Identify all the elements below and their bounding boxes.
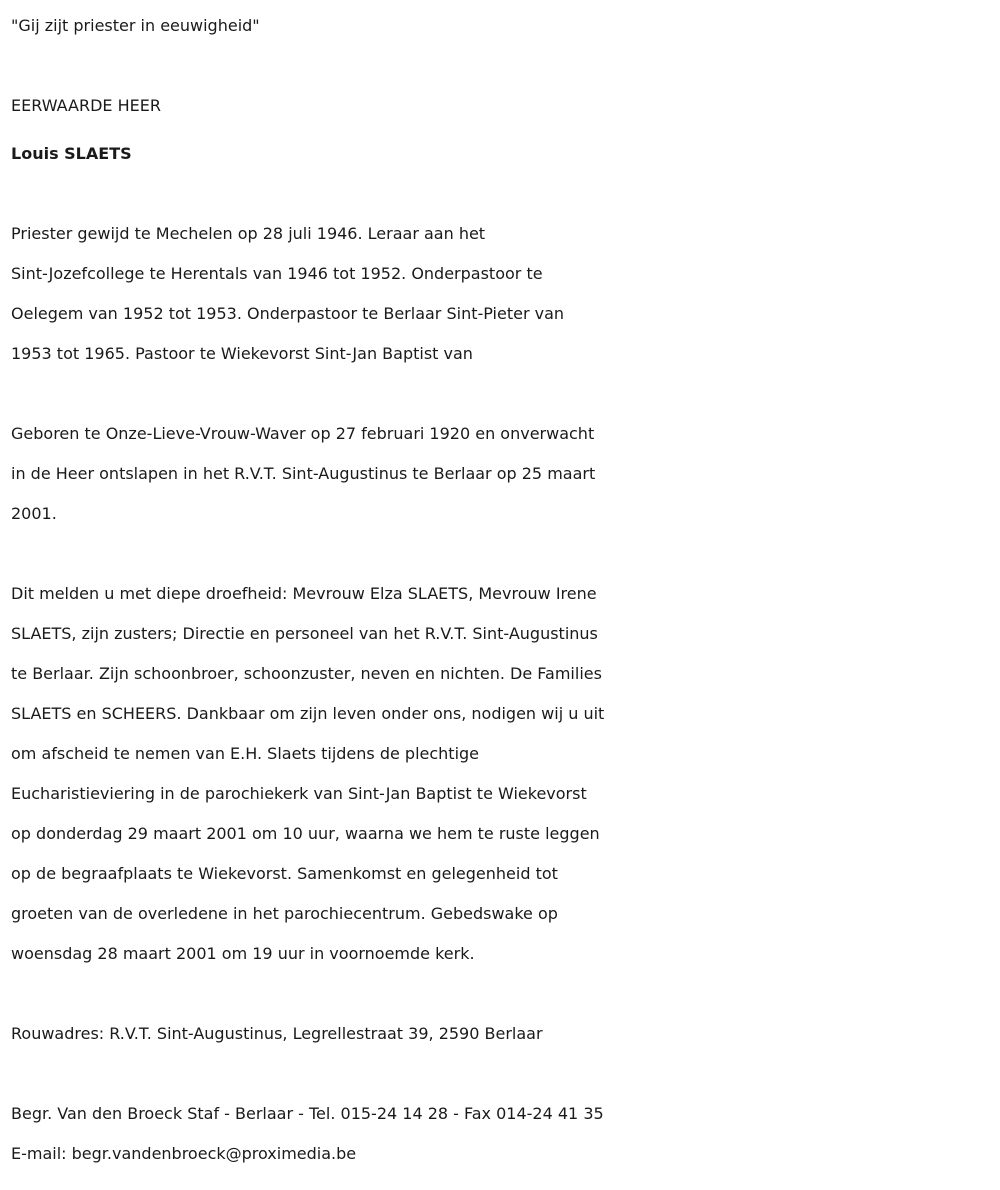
obituary-document [11, 6, 991, 1174]
announcement-line: om afscheid te nemen van E.H. Slaets tijdens de plechtige [11, 744, 480, 763]
birth-line: Geboren te Onze-Lieve-Vrouw-Waver op 27 februari 1920 en onverwacht [11, 424, 595, 443]
deceased-name: Louis SLAETS [11, 144, 132, 163]
career-line: Oelegem van 1952 tot 1953. Onderpastoor te Berlaar Sint-Pieter van [11, 304, 565, 323]
birth-line: 2001. [11, 504, 57, 523]
spacer [11, 534, 991, 574]
announcement-line: groeten van de overledene in het parochiecentrum. Gebedswake op [11, 904, 558, 923]
spacer [11, 974, 991, 1014]
announcement-paragraph [11, 574, 991, 974]
mourning-address: Rouwadres: R.V.T. Sint-Augustinus, Legrellestraat 39, 2590 Berlaar [11, 1024, 543, 1043]
career-line: Sint-Jozefcollege te Herentals van 1946 tot 1952. Onderpastoor te [11, 264, 543, 283]
announcement-line: op de begraafplaats te Wiekevorst. Samenkomst en gelegenheid tot [11, 864, 558, 883]
quote-line: "Gij zijt priester in eeuwigheid" [11, 16, 260, 35]
spacer [11, 46, 991, 86]
spacer [11, 374, 991, 414]
title-line: EERWAARDE HEER [11, 96, 161, 115]
spacer [11, 174, 991, 214]
undertaker-email: E-mail: begr.vandenbroeck@proximedia.be [11, 1144, 357, 1163]
spacer [11, 1054, 991, 1094]
announcement-line: Eucharistieviering in de parochiekerk van Sint-Jan Baptist te Wiekevorst [11, 784, 587, 803]
announcement-line: Dit melden u met diepe droefheid: Mevrouw Elza SLAETS, Mevrouw Irene [11, 584, 597, 603]
birth-paragraph [11, 414, 991, 534]
birth-line: in de Heer ontslapen in het R.V.T. Sint-Augustinus te Berlaar op 25 maart [11, 464, 596, 483]
announcement-line: SLAETS, zijn zusters; Directie en personeel van het R.V.T. Sint-Augustinus [11, 624, 598, 643]
announcement-line: te Berlaar. Zijn schoonbroer, schoonzuster, neven en nichten. De Families [11, 664, 602, 683]
announcement-line: op donderdag 29 maart 2001 om 10 uur, waarna we hem te ruste leggen [11, 824, 600, 843]
announcement-line: woensdag 28 maart 2001 om 19 uur in voornoemde kerk. [11, 944, 475, 963]
career-line: 1953 tot 1965. Pastoor te Wiekevorst Sint-Jan Baptist van [11, 344, 473, 363]
career-paragraph [11, 214, 991, 374]
career-line: Priester gewijd te Mechelen op 28 juli 1946. Leraar aan het [11, 224, 486, 243]
announcement-line: SLAETS en SCHEERS. Dankbaar om zijn leven onder ons, nodigen wij u uit [11, 704, 605, 723]
spacer [11, 126, 991, 134]
undertaker-contact: Begr. Van den Broeck Staf - Berlaar - Tel. 015-24 14 28 - Fax 014-24 41 35 [11, 1104, 604, 1123]
